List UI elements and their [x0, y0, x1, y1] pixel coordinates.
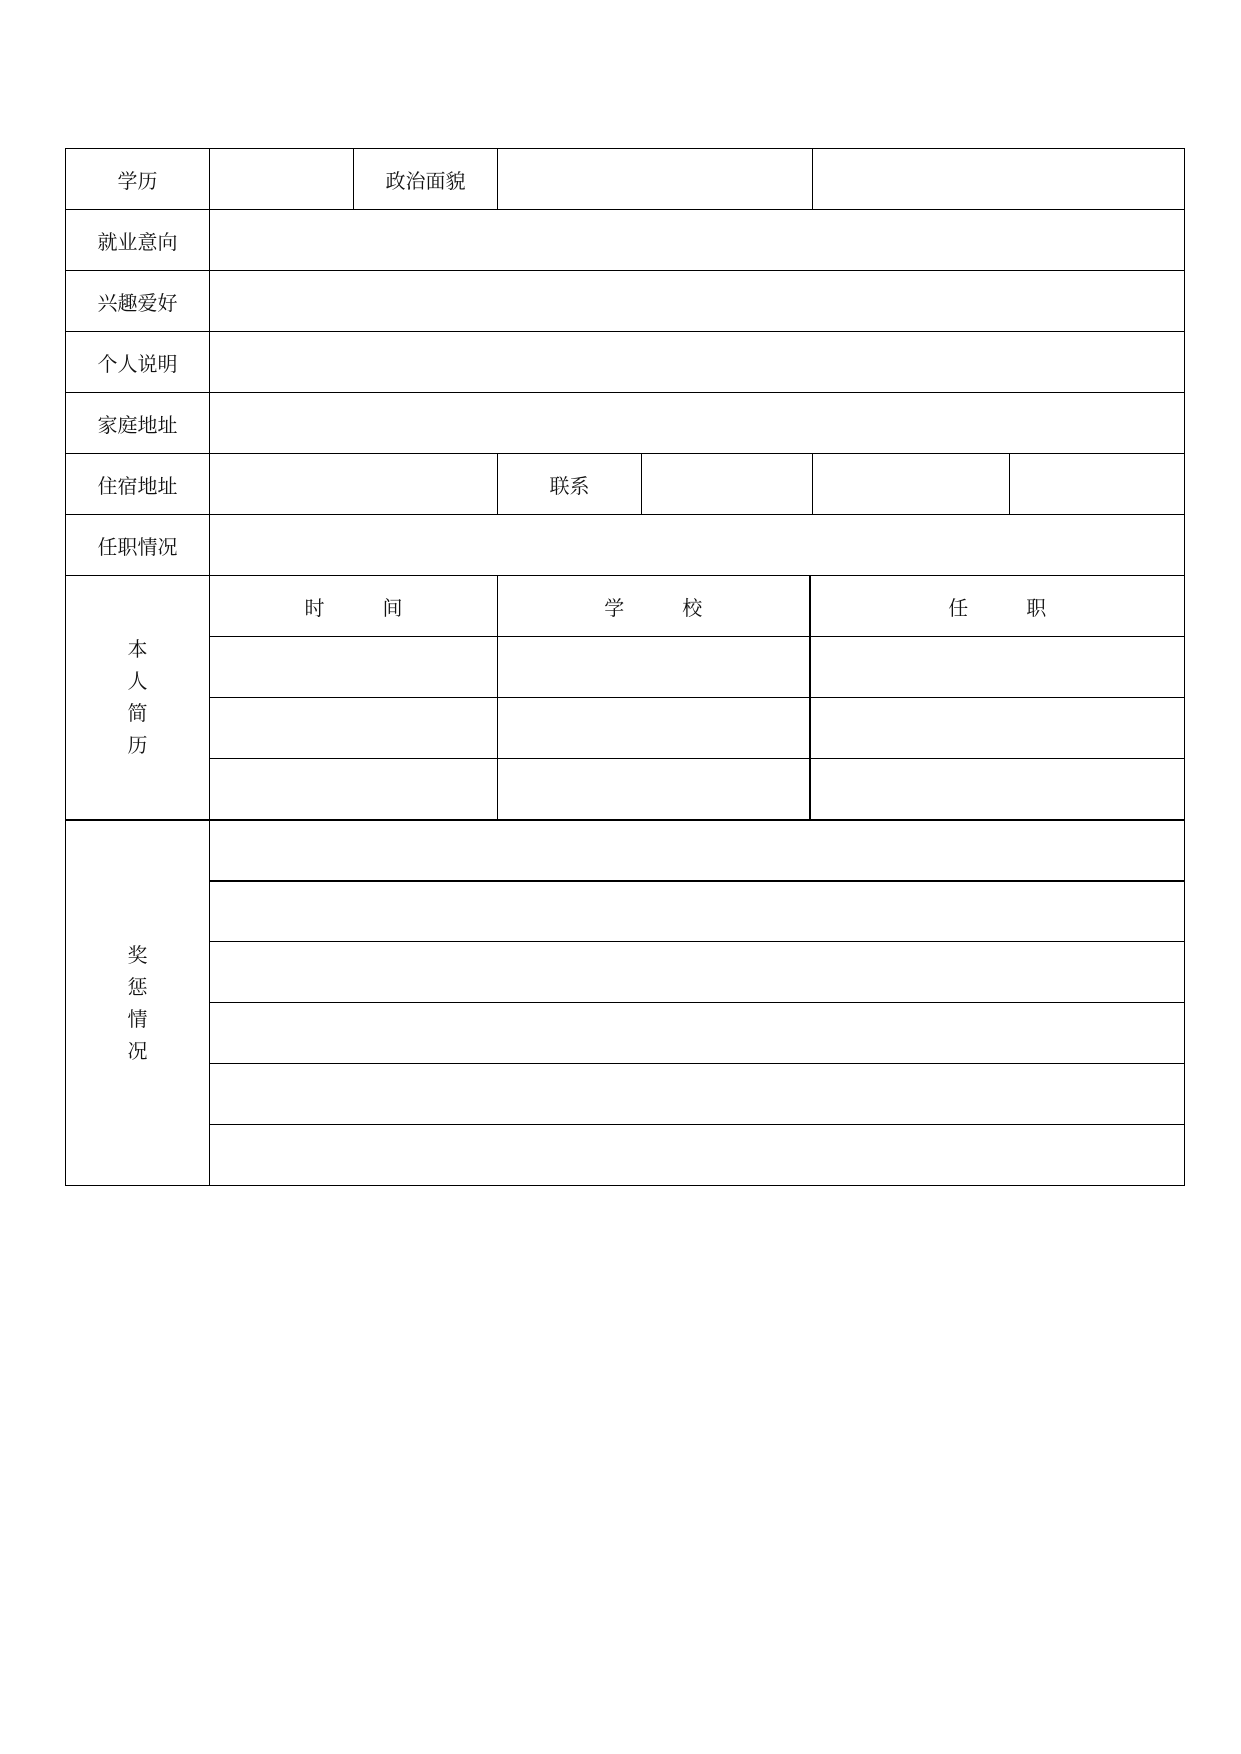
resume-label-char: 人	[127, 669, 148, 694]
row-personal-statement	[66, 332, 1185, 393]
row-dorm-address	[66, 454, 1185, 515]
contact-field-3[interactable]	[1010, 454, 1185, 515]
contact-field-1[interactable]	[642, 454, 813, 515]
personal-statement-field[interactable]	[210, 332, 1185, 393]
contact-label: 联系	[498, 454, 642, 515]
rewards-line[interactable]	[210, 820, 1185, 881]
rewards-label-char: 惩	[127, 974, 148, 999]
resume-header-time	[210, 576, 498, 637]
hobbies-label: 兴趣爱好	[66, 271, 210, 332]
rewards-row	[66, 942, 1185, 1003]
row-resume-header	[66, 576, 1185, 637]
resume-form-table	[65, 148, 1185, 1186]
header-char: 间	[382, 595, 403, 620]
header-char: 职	[1026, 595, 1047, 620]
row-home-address	[66, 393, 1185, 454]
header-char: 学	[604, 595, 625, 620]
home-address-field[interactable]	[210, 393, 1185, 454]
rewards-line[interactable]	[210, 881, 1185, 942]
resume-position-cell[interactable]	[810, 698, 1185, 759]
career-intention-label: 就业意向	[66, 210, 210, 271]
positions-held-label: 任职情况	[66, 515, 210, 576]
education-field[interactable]	[210, 149, 354, 210]
resume-position-cell[interactable]	[810, 637, 1185, 698]
header-char: 校	[682, 595, 703, 620]
resume-row	[66, 698, 1185, 759]
rewards-row	[66, 881, 1185, 942]
positions-held-field[interactable]	[210, 515, 1185, 576]
resume-time-cell[interactable]	[210, 698, 498, 759]
photo-cell[interactable]	[813, 149, 1185, 210]
resume-time-cell[interactable]	[210, 759, 498, 820]
career-intention-field[interactable]	[210, 210, 1185, 271]
resume-header-school	[498, 576, 810, 637]
resume-row	[66, 637, 1185, 698]
rewards-label-char: 情	[127, 1006, 148, 1031]
row-positions-held	[66, 515, 1185, 576]
header-char: 任	[948, 595, 969, 620]
resume-school-cell[interactable]	[498, 637, 810, 698]
rewards-row	[66, 1125, 1185, 1186]
resume-label-char: 本	[127, 637, 148, 662]
resume-label-char: 简	[127, 701, 148, 726]
dorm-address-label: 住宿地址	[66, 454, 210, 515]
resume-header-position	[810, 576, 1185, 637]
resume-section-label	[66, 576, 210, 820]
political-status-label: 政治面貌	[354, 149, 498, 210]
rewards-line[interactable]	[210, 942, 1185, 1003]
education-label: 学历	[66, 149, 210, 210]
resume-label-char: 历	[127, 733, 148, 758]
rewards-label-char: 奖	[127, 942, 148, 967]
row-hobbies	[66, 271, 1185, 332]
resume-position-cell[interactable]	[810, 759, 1185, 820]
dorm-address-field[interactable]	[210, 454, 498, 515]
home-address-label: 家庭地址	[66, 393, 210, 454]
rewards-label-char: 况	[127, 1038, 148, 1063]
row-education	[66, 149, 1185, 210]
row-career-intention	[66, 210, 1185, 271]
hobbies-field[interactable]	[210, 271, 1185, 332]
rewards-line[interactable]	[210, 1064, 1185, 1125]
resume-time-cell[interactable]	[210, 637, 498, 698]
rewards-section-label	[66, 820, 210, 1186]
header-char: 时	[304, 595, 325, 620]
rewards-row	[66, 1064, 1185, 1125]
rewards-row	[66, 1003, 1185, 1064]
rewards-line[interactable]	[210, 1003, 1185, 1064]
resume-row	[66, 759, 1185, 820]
political-status-field[interactable]	[498, 149, 813, 210]
contact-field-2[interactable]	[813, 454, 1010, 515]
rewards-row	[66, 820, 1185, 881]
rewards-line[interactable]	[210, 1125, 1185, 1186]
resume-school-cell[interactable]	[498, 759, 810, 820]
personal-statement-label: 个人说明	[66, 332, 210, 393]
resume-school-cell[interactable]	[498, 698, 810, 759]
